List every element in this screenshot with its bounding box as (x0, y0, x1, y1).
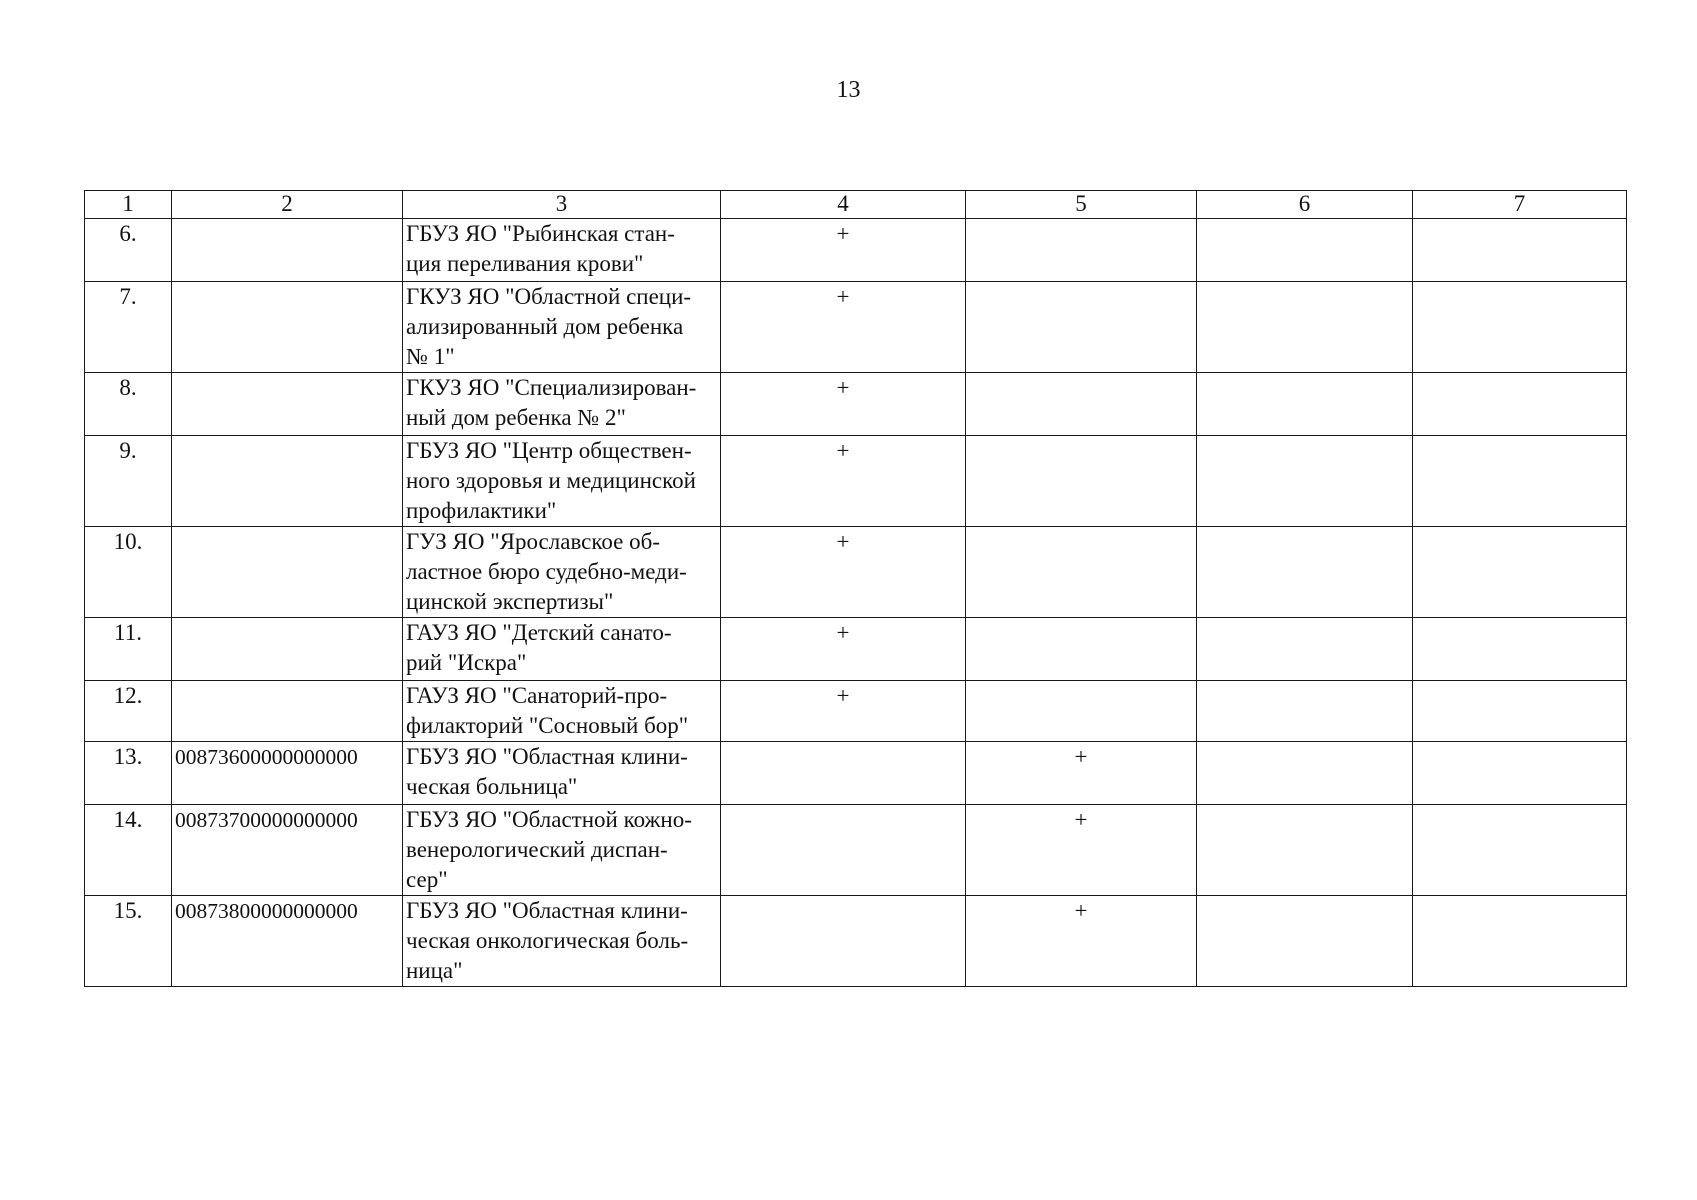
row-mark-col-4: + (721, 282, 966, 373)
row-code (172, 436, 403, 527)
row-number: 9. (85, 436, 172, 527)
row-name-line: филакторий "Сосновый бор" (406, 713, 689, 738)
row-code (172, 282, 403, 373)
row-name-line: ГАУЗ ЯО "Детский санато- (406, 620, 672, 645)
row-code (172, 373, 403, 436)
row-mark-col-6 (1197, 896, 1413, 987)
table-row (85, 527, 1627, 618)
column-header-4: 4 (721, 191, 966, 219)
row-name-line: ГБУЗ ЯО "Центр обществен- (406, 438, 692, 463)
row-name-line: рий "Искра" (406, 650, 527, 675)
row-mark-col-7 (1413, 805, 1627, 896)
column-header-3: 3 (403, 191, 721, 219)
row-mark-col-6 (1197, 527, 1413, 618)
row-mark-col-7 (1413, 742, 1627, 805)
row-code (172, 618, 403, 681)
row-name (403, 282, 721, 373)
row-mark-col-5: + (966, 896, 1197, 987)
row-name (403, 527, 721, 618)
row-mark-col-4: + (721, 681, 966, 742)
row-mark-col-5 (966, 527, 1197, 618)
row-name-line: ческая онкологическая боль- (406, 928, 689, 953)
table-row (85, 742, 1627, 805)
row-mark-col-4: + (721, 219, 966, 282)
row-mark-col-7 (1413, 282, 1627, 373)
row-mark-col-4: + (721, 373, 966, 436)
row-name-line: ция переливания крови" (406, 251, 644, 276)
row-mark-col-4 (721, 896, 966, 987)
row-mark-col-7 (1413, 219, 1627, 282)
row-name-line: ластное бюро судебно-меди- (406, 559, 687, 584)
table-row (85, 436, 1627, 527)
row-mark-col-7 (1413, 373, 1627, 436)
row-number: 7. (85, 282, 172, 373)
page-number: 13 (836, 77, 861, 103)
row-mark-col-4: + (721, 436, 966, 527)
row-mark-col-7 (1413, 896, 1627, 987)
row-mark-col-6 (1197, 436, 1413, 527)
row-name-line: ГКУЗ ЯО "Специализирован- (406, 375, 697, 400)
row-mark-col-7 (1413, 527, 1627, 618)
row-number: 14. (85, 805, 172, 896)
row-code (172, 219, 403, 282)
column-header-2: 2 (172, 191, 403, 219)
row-code: 00873800000000000 (172, 896, 403, 987)
row-number: 10. (85, 527, 172, 618)
row-mark-col-4: + (721, 527, 966, 618)
row-name-line: цинской экспертизы" (406, 589, 614, 614)
column-header-6: 6 (1197, 191, 1413, 219)
row-mark-col-5 (966, 618, 1197, 681)
row-name-line: ГАУЗ ЯО "Санаторий-про- (406, 683, 668, 708)
row-name-line: ница" (406, 958, 463, 983)
row-mark-col-6 (1197, 618, 1413, 681)
row-code (172, 527, 403, 618)
table-row (85, 618, 1627, 681)
row-name-line: сер" (406, 867, 448, 892)
row-number: 6. (85, 219, 172, 282)
row-name-line: ГКУЗ ЯО "Областной специ- (406, 284, 692, 309)
row-mark-col-5 (966, 436, 1197, 527)
row-name-line: № 1" (406, 344, 455, 369)
row-name (403, 805, 721, 896)
row-name-line: профилактики" (406, 498, 557, 523)
row-name-line: ГБУЗ ЯО "Областная клини- (406, 898, 688, 923)
row-name (403, 436, 721, 527)
data-table (84, 190, 1627, 987)
row-mark-col-6 (1197, 219, 1413, 282)
table-row (85, 219, 1627, 282)
row-name-line: ГБУЗ ЯО "Областной кожно- (406, 807, 692, 832)
row-number: 15. (85, 896, 172, 987)
table-row (85, 896, 1627, 987)
row-number: 11. (85, 618, 172, 681)
row-mark-col-6 (1197, 373, 1413, 436)
column-header-5: 5 (966, 191, 1197, 219)
row-name (403, 219, 721, 282)
row-name-line: ного здоровья и медицинской (406, 468, 696, 493)
row-name-line: ческая больница" (406, 774, 578, 799)
row-code: 00873700000000000 (172, 805, 403, 896)
row-mark-col-5 (966, 282, 1197, 373)
row-name-line: ГБУЗ ЯО "Рыбинская стан- (406, 221, 675, 246)
table-body (85, 219, 1627, 987)
row-mark-col-4: + (721, 618, 966, 681)
row-name (403, 373, 721, 436)
column-header-1: 1 (85, 191, 172, 219)
table-row (85, 681, 1627, 742)
row-mark-col-6 (1197, 282, 1413, 373)
row-mark-col-5: + (966, 805, 1197, 896)
row-number: 13. (85, 742, 172, 805)
row-code (172, 681, 403, 742)
row-mark-col-5 (966, 681, 1197, 742)
row-mark-col-5 (966, 219, 1197, 282)
row-mark-col-4 (721, 805, 966, 896)
row-name (403, 896, 721, 987)
row-name (403, 742, 721, 805)
row-mark-col-4 (721, 742, 966, 805)
row-mark-col-5 (966, 373, 1197, 436)
row-name (403, 681, 721, 742)
row-mark-col-6 (1197, 805, 1413, 896)
row-mark-col-7 (1413, 618, 1627, 681)
row-mark-col-7 (1413, 436, 1627, 527)
row-code: 00873600000000000 (172, 742, 403, 805)
table-row (85, 373, 1627, 436)
table-header-row (85, 191, 1627, 219)
row-name-line: ГБУЗ ЯО "Областная клини- (406, 744, 688, 769)
row-mark-col-6 (1197, 742, 1413, 805)
row-mark-col-6 (1197, 681, 1413, 742)
row-name-line: венерологический диспан- (406, 837, 668, 862)
row-number: 12. (85, 681, 172, 742)
row-name-line: ный дом ребенка № 2" (406, 405, 626, 430)
row-name (403, 618, 721, 681)
table-row (85, 282, 1627, 373)
row-mark-col-5: + (966, 742, 1197, 805)
row-mark-col-7 (1413, 681, 1627, 742)
table-row (85, 805, 1627, 896)
row-number: 8. (85, 373, 172, 436)
row-name-line: ализированный дом ребенка (406, 314, 684, 339)
column-header-7: 7 (1413, 191, 1627, 219)
row-name-line: ГУЗ ЯО "Ярославское об- (406, 529, 660, 554)
